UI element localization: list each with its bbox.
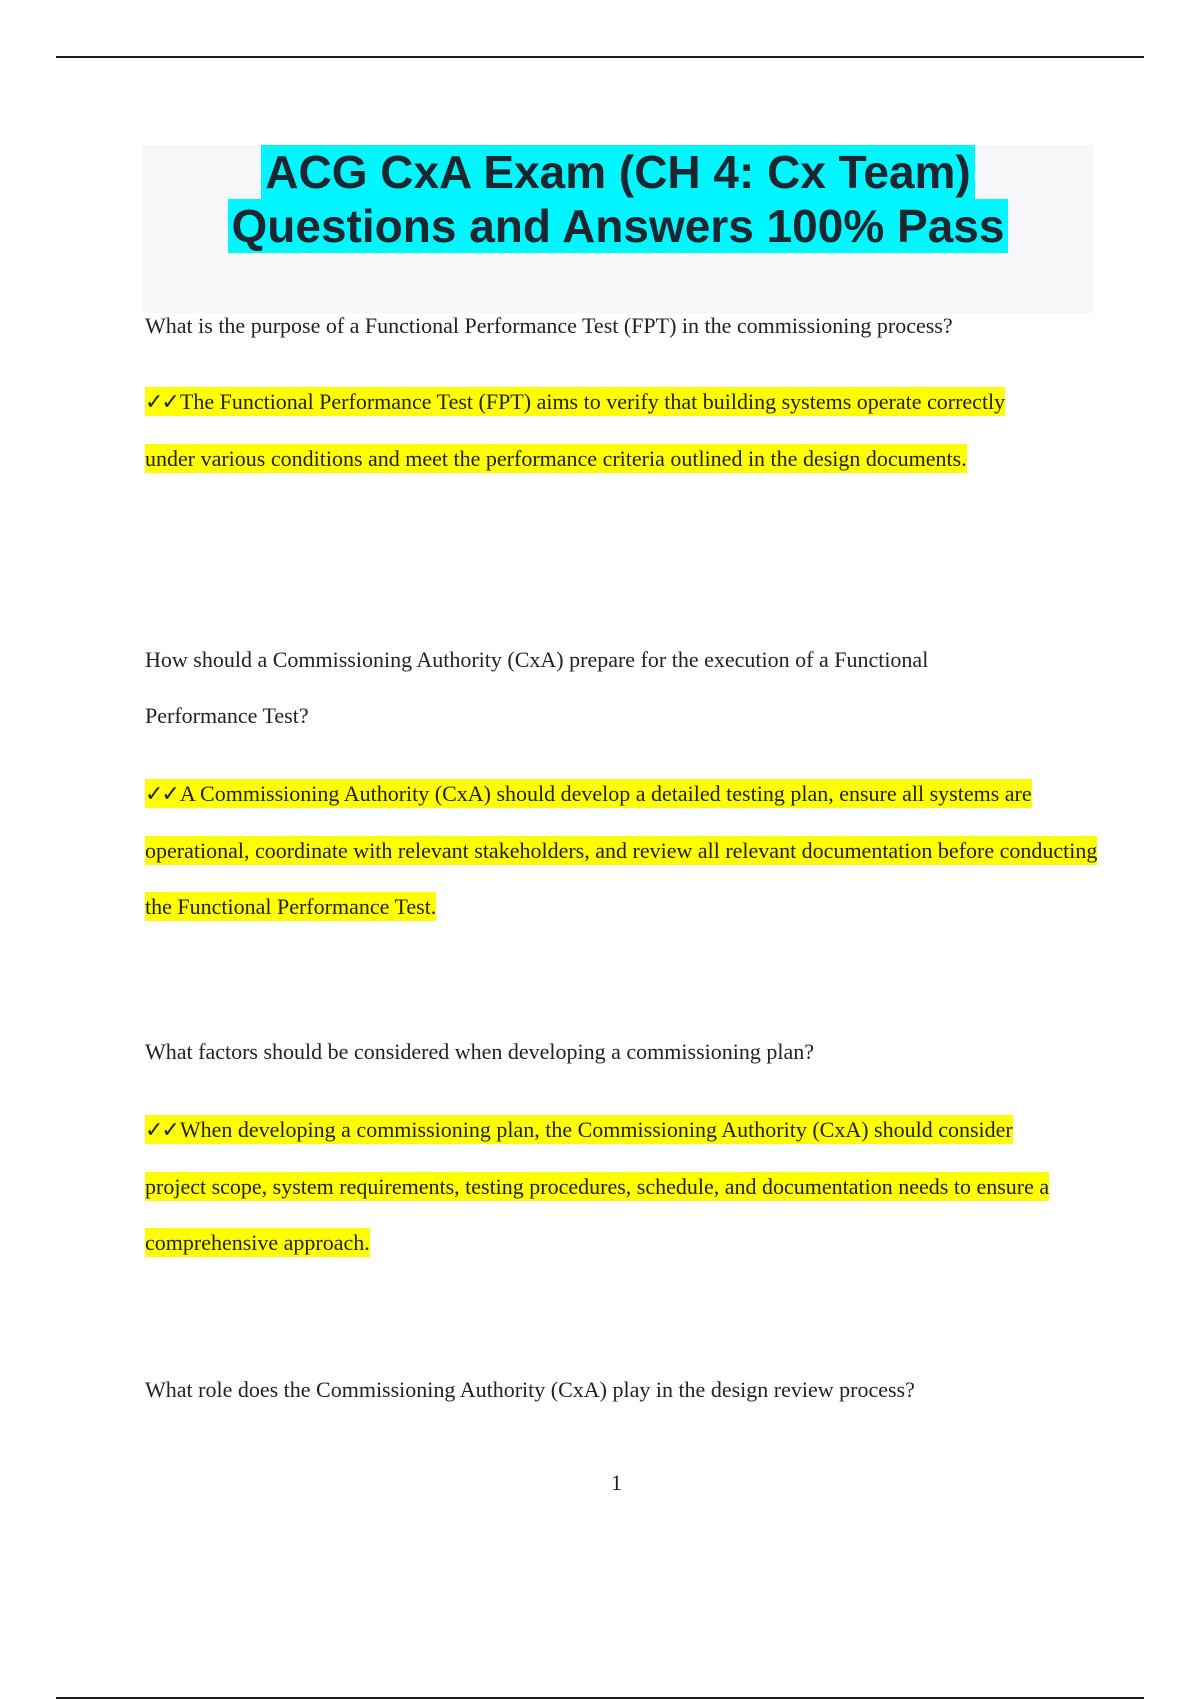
qa-item-1 — [145, 298, 1105, 354]
title-line-2: Questions and Answers 100% Pass — [228, 199, 1009, 253]
answer-block-3 — [145, 1102, 1075, 1271]
answer-text: ✓✓The Functional Performance Test (FPT) aims to verify that building systems operate correctly under various conditions and meet the performance criteria outlined in the design documents. — [145, 389, 1006, 471]
question-text: What role does the Commissioning Authority (CxA) play in the design review process? — [145, 1377, 915, 1402]
question-text: What is the purpose of a Functional Performance Test (FPT) in the commissioning process? — [145, 313, 953, 338]
qa-item-3 — [145, 1024, 1105, 1080]
qa-item-4 — [145, 1362, 1105, 1418]
answer-text: ✓✓A Commissioning Authority (CxA) should develop a detailed testing plan, ensure all systems are operational, coordinate with relevant stakeholders, and review all relevant documentation before conducting the Functional Performance Test. — [145, 781, 1098, 919]
answer-block-2 — [145, 766, 1105, 935]
title-banner — [143, 145, 1093, 313]
qa-item-2 — [145, 632, 1045, 744]
page-number: 1 — [611, 1470, 622, 1495]
check-icon: ✓✓ — [145, 390, 178, 415]
check-icon: ✓✓ — [145, 782, 178, 807]
answer-text: ✓✓When developing a commissioning plan, the Commissioning Authority (CxA) should consider project scope, system requirements, testing procedures, schedule, and documentation needs to ensure a comprehensive approach. — [145, 1117, 1050, 1255]
title-line-1: ACG CxA Exam (CH 4: Cx Team) — [261, 145, 975, 199]
check-icon: ✓✓ — [145, 1118, 178, 1143]
top-rule — [56, 56, 1144, 58]
question-text: What factors should be considered when developing a commissioning plan? — [145, 1039, 814, 1064]
question-text: How should a Commissioning Authority (CxA) prepare for the execution of a Functional Performance Test? — [145, 647, 929, 728]
answer-block-1 — [145, 374, 1045, 487]
bottom-rule — [56, 1697, 1144, 1699]
